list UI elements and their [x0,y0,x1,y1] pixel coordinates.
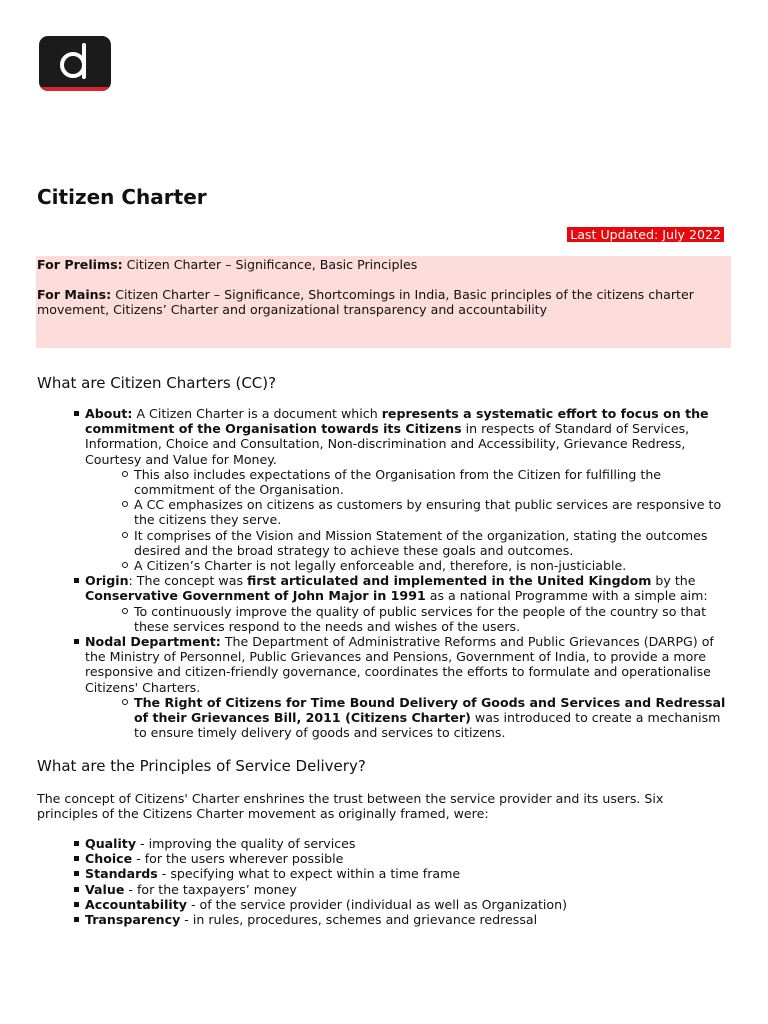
principle-name: Transparency [85,912,181,928]
origin-bold-2: Conservative Government of John Major in 1991 [85,588,426,604]
last-updated-badge: Last Updated: July 2022 [567,227,724,242]
principle-name: Quality [85,836,137,851]
principle-name: Accountability [85,896,187,912]
principle-item [85,912,731,927]
origin-text-2: by the [651,573,696,589]
origin-bold: first articulated and implemented in the United Kingdom [247,573,652,589]
prelims-focus [37,257,417,272]
about-label: About: [85,406,133,421]
prelims-text: Citizen Charter – Significance, Basic Principles [122,257,418,272]
section-heading-principles: What are the Principles of Service Delivery? [37,757,366,775]
sub-list-item: A CC emphasizes on citizens as customers by ensuring that public services are responsive to the citizens they serve. [134,497,731,527]
mains-text: Citizen Charter – Significance, Shortcomings in India, Basic principles of the citizens charter movement, Citizens’ Charter and organizational transparency and accountability [37,287,694,317]
principle-name: Choice [85,851,133,867]
principle-item [85,851,731,866]
principle-desc: - improving the quality of services [136,836,356,851]
principle-name: Standards [85,866,158,882]
principles-intro: The concept of Citizens' Charter enshrines the trust between the service provider and its users. Six principles of the Citizens Charter movement as originally framed, were: [37,791,664,821]
origin-label: Origin [85,573,129,589]
about-text: A Citizen Charter is a document which [132,406,382,421]
mains-focus [37,287,727,317]
principle-name: Value [85,881,125,897]
principle-desc: - specifying what to expect within a time frame [157,866,461,882]
prelims-label: For Prelims: [37,257,123,272]
list-item-origin [85,573,731,634]
bill-text: was introduced to create a mechanism to ensure timely delivery of goods and services to citizens. [134,710,721,741]
d-letter-icon [39,36,111,91]
logo-accent-stripe [39,87,111,91]
sub-list-item: To continuously improve the quality of public services for the people of the country so that these services respond to the needs and wishes of the users. [134,604,731,634]
origin-text-3: as a national Programme with a simple aim: [425,588,708,604]
principle-item [85,882,731,897]
principle-item [85,866,731,881]
sub-list-item: This also includes expectations of the Organisation from the Citizen for fulfilling the commitment of the Organisation. [134,467,731,497]
nodal-label: Nodal Department: [85,634,221,650]
mains-label: For Mains: [37,287,112,302]
about-text-2: in respects of Standard of Services, Information, Choice and Consultation, Non-discrimination and Accessibility, Grievance Redress, Courtesy and Value for Money. [85,421,690,467]
list-item-nodal-department [85,634,731,740]
principles-list [37,836,731,927]
drishti-logo[interactable] [39,36,111,91]
principle-desc: - for the users wherever possible [132,851,344,867]
list-item-about [85,406,731,573]
principle-desc: - of the service provider (individual as well as Organization) [186,896,568,912]
about-bold: represents a systematic effort to focus on the commitment of the Organisation towards its Citizens [85,406,709,437]
origin-text: : The concept was [128,573,248,589]
sub-list-item: A Citizen’s Charter is not legally enforceable and, therefore, is non-justiciable. [134,558,731,573]
sub-list-item: It comprises of the Vision and Mission Statement of the organization, stating the outcomes desired and the broad strategy to achieve these goals and outcomes. [134,528,731,558]
principle-desc: - for the taxpayers’ money [124,881,297,897]
principle-item [85,897,731,912]
nodal-text: The Department of Administrative Reforms and Public Grievances (DARPG) of the Ministry of Personnel, Public Grievances and Pensions, Government of India, to provide a more responsive and citizen-friendly governance, coordinates the efforts to formulate and operationalise Citizens' Charters. [85,634,714,695]
citizen-charter-list [37,406,731,740]
page-title: Citizen Charter [37,185,207,209]
sub-list-item [134,695,731,741]
syllabus-focus-box [36,256,731,348]
principle-item [85,836,731,851]
principle-desc: - in rules, procedures, schemes and grievance redressal [180,912,538,928]
bill-name: The Right of Citizens for Time Bound Delivery of Goods and Services and Redressal of their Grievances Bill, 2011 (Citizens Charter) [134,694,726,726]
section-heading-citizen-charters: What are Citizen Charters (CC)? [37,374,277,392]
